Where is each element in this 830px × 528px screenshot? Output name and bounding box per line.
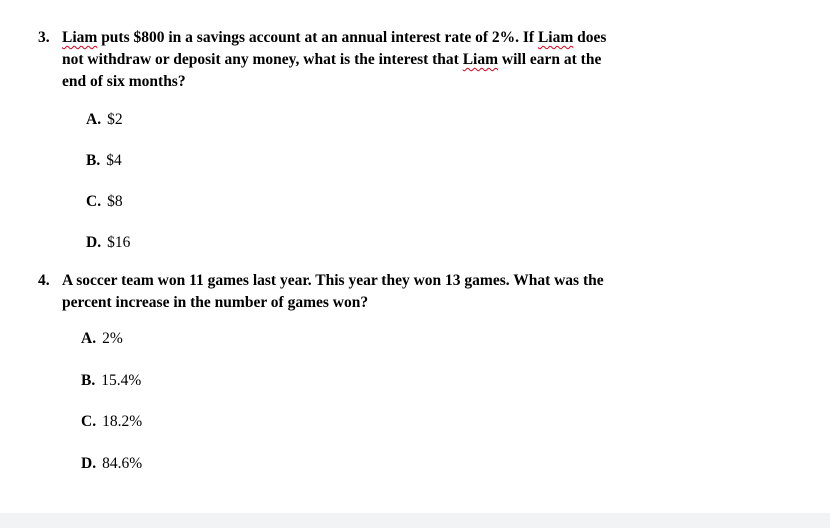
option-letter: B. — [81, 372, 96, 389]
option-text: $2 — [107, 111, 123, 128]
question-text-line — [62, 270, 604, 292]
answer-option-b — [81, 371, 141, 391]
misspelled-word[interactable]: Liam — [462, 51, 499, 68]
option-text: $8 — [107, 193, 123, 210]
misspelled-word[interactable]: Liam — [62, 29, 98, 46]
question-number: 4. — [38, 272, 50, 289]
option-letter: C. — [86, 193, 102, 210]
answer-option-a — [86, 110, 123, 130]
question-text: not withdraw or deposit any money, what is the interest that — [62, 51, 463, 68]
option-letter: A. — [86, 111, 102, 128]
option-text: $4 — [106, 152, 122, 169]
question-text: will earn at the — [498, 51, 602, 68]
answer-option-c — [81, 412, 142, 432]
question-text: puts $800 in a savings account at an annual interest rate of 2%. If — [97, 29, 538, 46]
question-text: does — [573, 29, 607, 46]
option-text: 15.4% — [101, 372, 142, 389]
misspelled-word[interactable]: Liam — [537, 29, 574, 46]
question-text-line — [62, 27, 606, 49]
answer-option-c — [86, 192, 123, 212]
option-letter: D. — [86, 234, 102, 251]
answer-option-d — [86, 233, 130, 253]
option-text: $16 — [107, 234, 131, 251]
question-text-line — [62, 292, 368, 314]
answer-option-d — [81, 454, 142, 474]
question-text: percent increase in the number of games won? — [62, 294, 369, 311]
answer-option-b — [86, 151, 122, 171]
option-letter: C. — [81, 413, 97, 430]
question-text: end of six months? — [62, 73, 186, 90]
question-text: A soccer team won 11 games last year. This year they won 13 games. What was the — [62, 272, 604, 289]
bottom-band — [0, 513, 830, 528]
option-text: 18.2% — [102, 413, 143, 430]
option-letter: A. — [81, 330, 97, 347]
question-number: 3. — [38, 29, 50, 46]
option-letter: B. — [86, 152, 101, 169]
option-text: 2% — [102, 330, 123, 347]
option-text: 84.6% — [102, 455, 143, 472]
option-letter: D. — [81, 455, 97, 472]
answer-option-a — [81, 329, 123, 349]
question-text-line — [62, 49, 601, 71]
question-text-line — [62, 71, 186, 93]
